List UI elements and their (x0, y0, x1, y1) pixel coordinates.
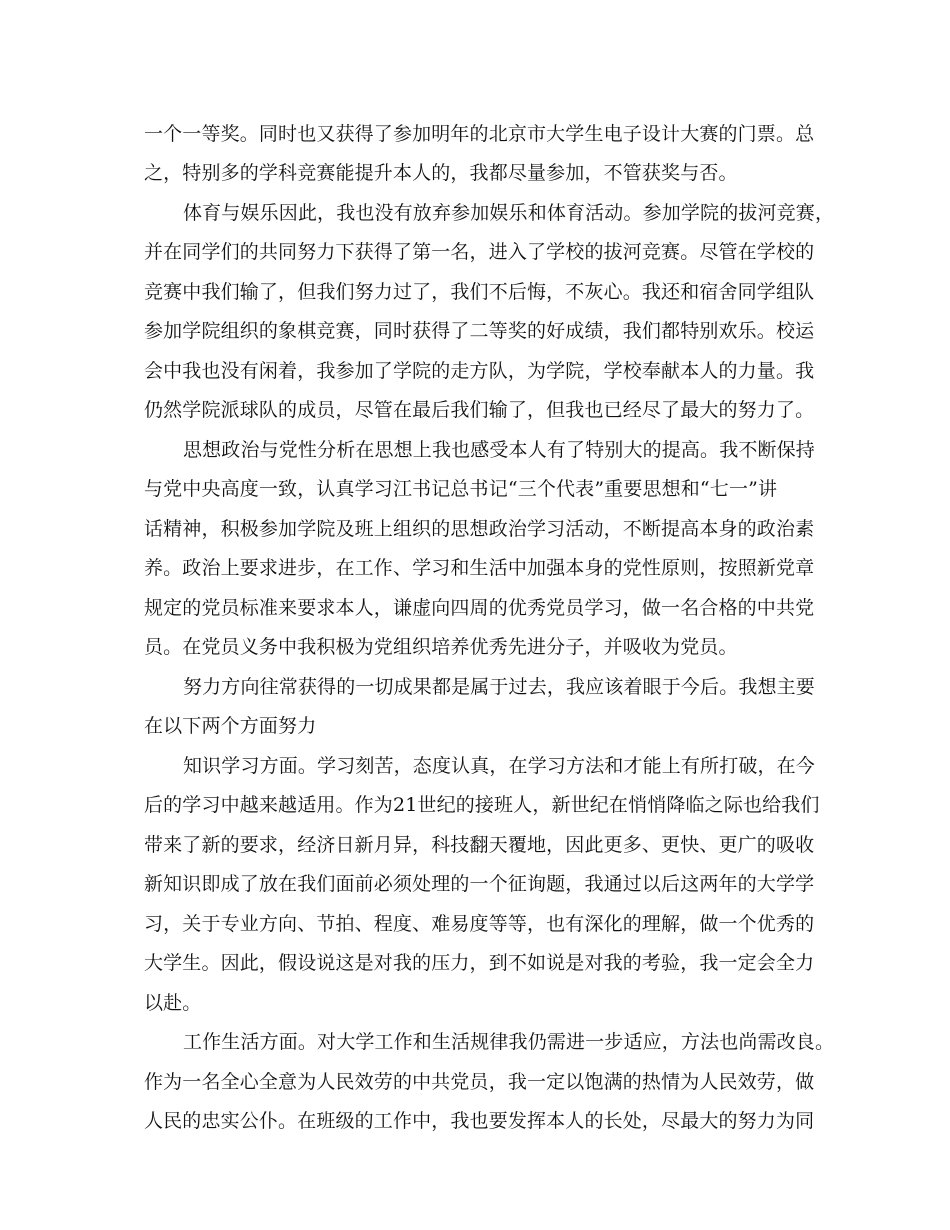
text-line: 新知识即成了放在我们面前必须处理的一个征询题，我通过以后这两年的大学学 (144, 873, 815, 895)
text-line: 话精神，积极参加学院及班上组织的思想政治学习活动，不断提高本身的政治素 (144, 518, 815, 540)
paragraph-first-line: 思想政治与党性分析在思想上我也感受本人有了特别大的提高。我不断保持 (183, 439, 815, 461)
text-line: 大学生。因此，假设说这是对我的压力，到不如说是对我的考验，我一定会全力 (144, 952, 815, 974)
text-line: 竞赛中我们输了，但我们努力过了，我们不后悔，不灰心。我还和宿舍同学组队 (144, 281, 815, 303)
paragraph-first-line: 工作生活方面。对大学工作和生活规律我仍需进一步适应，方法也尚需改良。 (183, 1031, 835, 1053)
text-line: 在以下两个方面努力 (144, 715, 317, 737)
paragraph-first-line: 努力方向往常获得的一切成果都是属于过去，我应该着眼于今后。我想主要 (183, 676, 815, 698)
text-line: 与党中央高度一致，认真学习江书记总书记“三个代表”重要思想和“七一”讲 (144, 478, 778, 500)
text-line: 规定的党员标准来要求本人，谦虚向四周的优秀党员学习，做一名合格的中共党 (144, 597, 815, 619)
text-line: 一个一等奖。同时也又获得了参加明年的北京市大学生电子设计大赛的门票。总 (144, 123, 815, 145)
text-line: 会中我也没有闲着，我参加了学院的走方队，为学院，学校奉献本人的力量。我 (144, 360, 815, 382)
text-line: 后的学习中越来越适用。作为21世纪的接班人，新世纪在悄悄降临之际也给我们 (144, 794, 820, 816)
text-line: 人民的忠实公仆。在班级的工作中，我也要发挥本人的长处，尽最大的努力为同 (144, 1110, 815, 1132)
text-line: 作为一名全心全意为人民效劳的中共党员，我一定以饱满的热情为人民效劳，做 (144, 1071, 815, 1093)
text-line: 带来了新的要求，经济日新月异，科技翻天覆地，因此更多、更快、更广的吸收 (144, 834, 815, 856)
paragraph-first-line: 知识学习方面。学习刻苦，态度认真，在学习方法和才能上有所打破，在今 (183, 755, 815, 777)
text-line: 之，特别多的学科竞赛能提升本人的，我都尽量参加，不管获奖与否。 (144, 162, 738, 184)
paragraph-first-line: 体育与娱乐因此，我也没有放弃参加娱乐和体育活动。参加学院的拔河竞赛， (183, 202, 835, 224)
text-line: 养。政治上要求进步，在工作、学习和生活中加强本身的党性原则，按照新党章 (144, 557, 815, 579)
text-line: 并在同学们的共同努力下获得了第一名，进入了学校的拔河竞赛。尽管在学校的 (144, 241, 815, 263)
text-line: 员。在党员义务中我积极为党组织培养优秀先进分子，并吸收为党员。 (144, 636, 738, 658)
text-line: 以赴。 (144, 992, 202, 1014)
text-line: 习，关于专业方向、节拍、程度、难易度等等，也有深化的理解，做一个优秀的 (144, 913, 815, 935)
text-line: 仍然学院派球队的成员，尽管在最后我们输了，但我也已经尽了最大的努力了。 (144, 399, 815, 421)
text-line: 参加学院组织的象棋竞赛，同时获得了二等奖的好成绩，我们都特别欢乐。校运 (144, 320, 815, 342)
